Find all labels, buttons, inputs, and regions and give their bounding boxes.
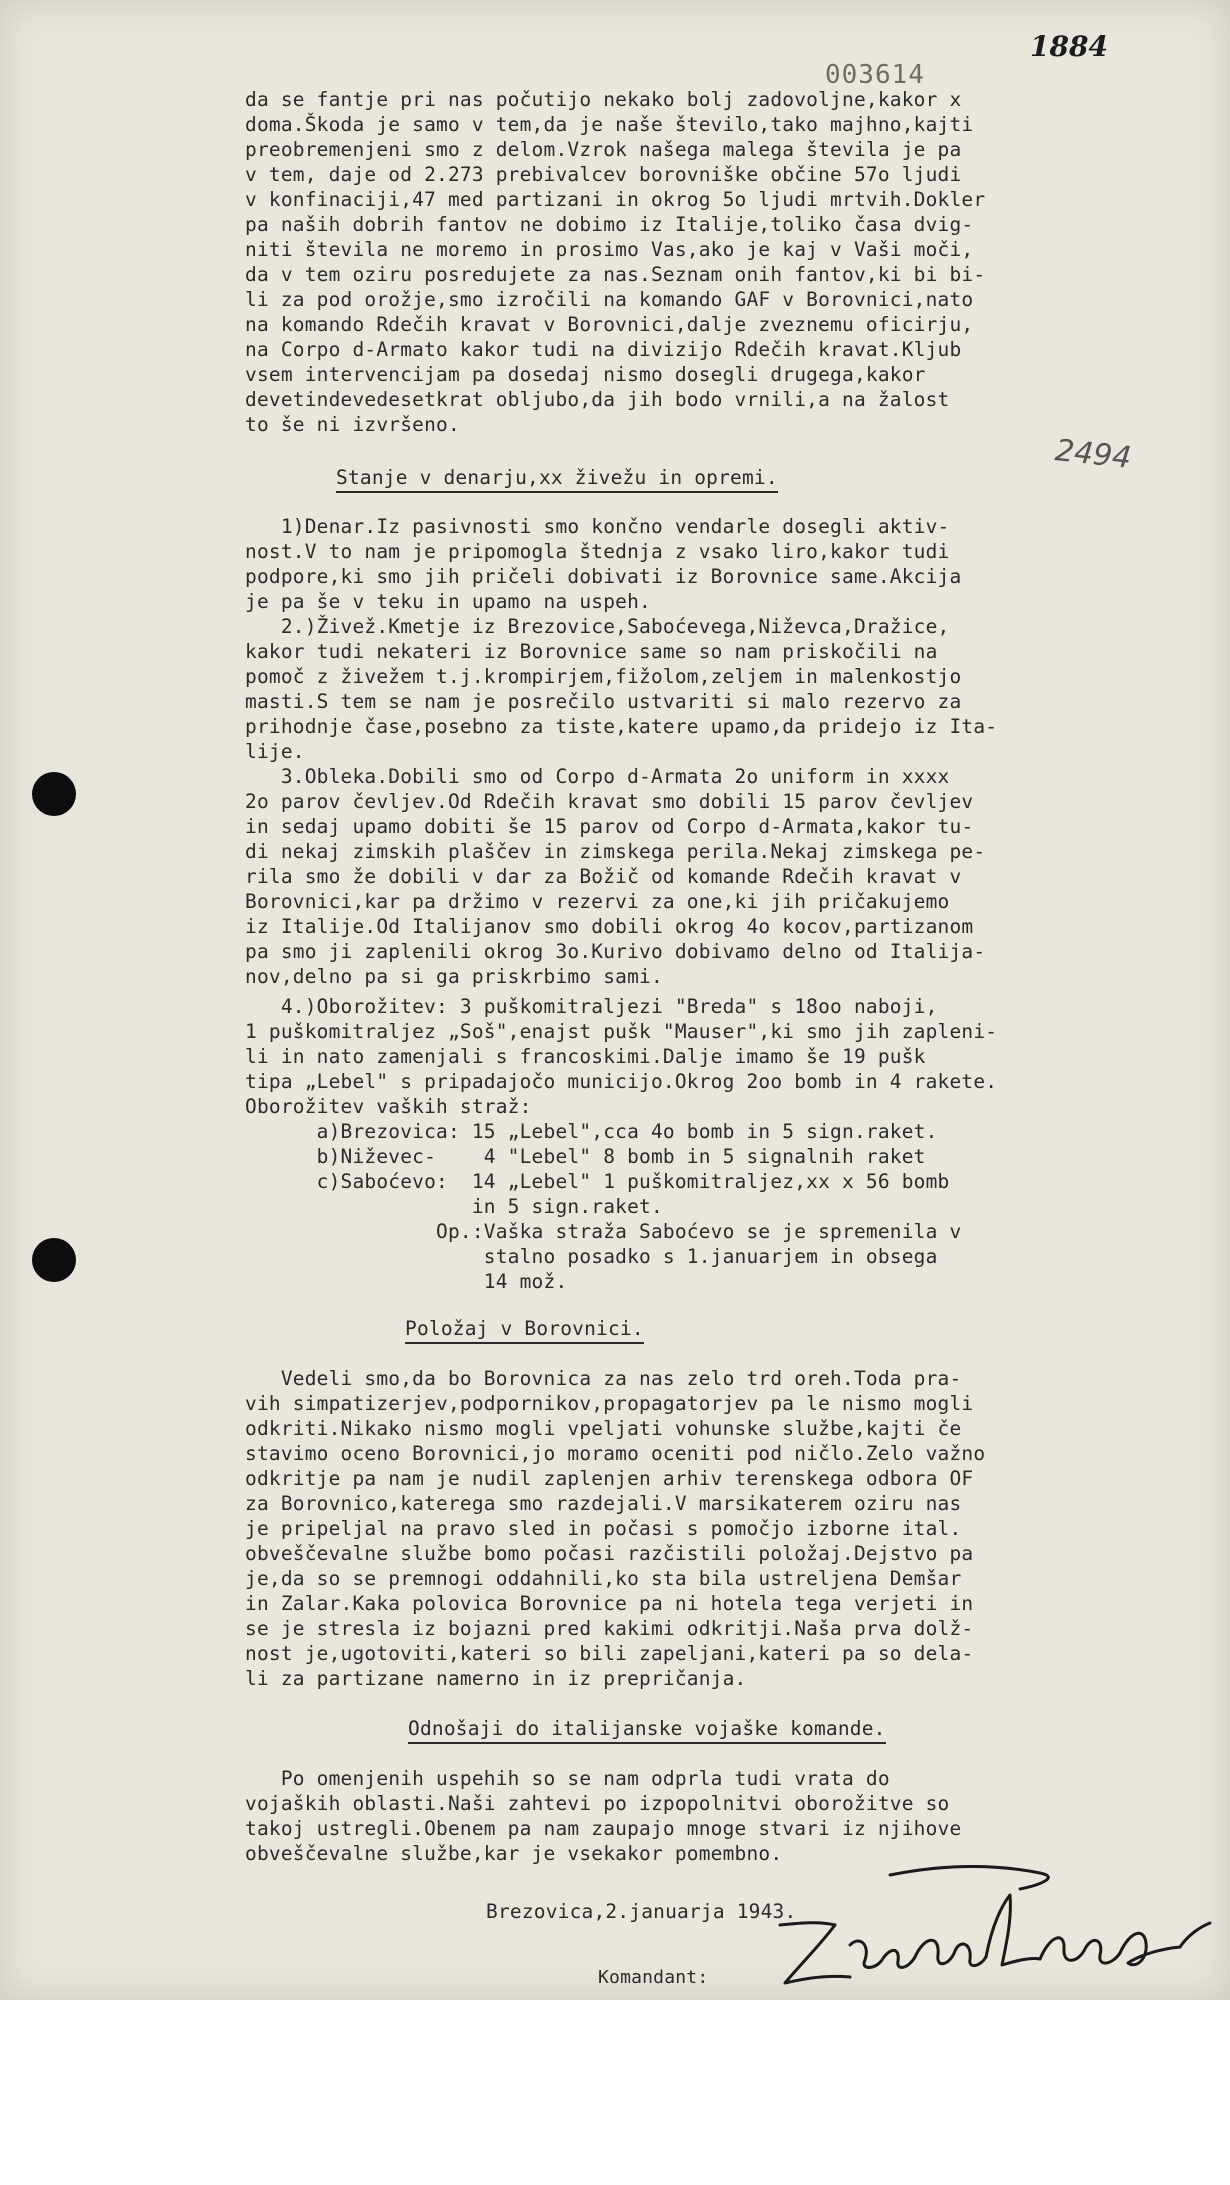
- text-line: podpore,ki smo jih pričeli dobivati iz Borovnice same.Akcija: [245, 565, 962, 588]
- text-line: Po omenjenih uspehih so se nam odprla tudi vrata do: [245, 1767, 890, 1790]
- text-line: v tem, daje od 2.273 prebivalcev borovniške občine 57o ljudi: [245, 163, 962, 186]
- text-line: 1 puškomitraljez „Soš",enajst pušk "Mauser",ki smo jih zapleni-: [245, 1020, 998, 1043]
- text-line: rila smo že dobili v dar za Božič od komande Rdečih kravat v: [245, 865, 962, 888]
- text-line: devetindevedesetkrat obljubo,da jih bodo vrnili,a na žalost: [245, 388, 950, 411]
- date-line: Brezovica,2.januarja 1943.: [486, 1900, 797, 1923]
- text-line: 2o parov čevljev.Od Rdečih kravat smo dobili 15 parov čevljev: [245, 790, 974, 813]
- text-line: na komando Rdečih kravat v Borovnici,dalje zveznemu oficirju,: [245, 313, 974, 336]
- text-line: odkritje pa nam je nudil zaplenjen arhiv terenskega odbora OF: [245, 1467, 974, 1490]
- pencil-annotation-number: 2494: [1053, 433, 1133, 476]
- text-line: in sedaj upamo dobiti še 15 parov od Corpo d-Armata,kakor tu-: [245, 815, 974, 838]
- text-line: obveščevalne službe bomo počasi razčistili položaj.Dejstvo pa: [245, 1542, 974, 1565]
- text-line: 14 mož.: [245, 1270, 568, 1293]
- text-line: je pa še v teku in upamo na uspeh.: [245, 590, 651, 613]
- archive-stamp-number: 003614: [825, 60, 925, 90]
- text-line: lije.: [245, 740, 305, 763]
- signature-label: Komandant:: [598, 1967, 709, 1988]
- text-line: preobremenjeni smo z delom.Vzrok našega malega števila je pa: [245, 138, 962, 161]
- text-line: a)Brezovica: 15 „Lebel",cca 4o bomb in 5 sign.raket.: [245, 1120, 938, 1143]
- text-line: stalno posadko s 1.januarjem in obsega: [245, 1245, 938, 1268]
- text-line: takoj ustregli.Obenem pa nam zaupajo mnoge stvari iz njihove: [245, 1817, 962, 1840]
- text-line: 3.Obleka.Dobili smo od Corpo d-Armata 2o uniform in xxxx: [245, 765, 950, 788]
- text-line: c)Saboćevo: 14 „Lebel" 1 puškomitraljez,xx x 56 bomb: [245, 1170, 950, 1193]
- text-line: in 5 sign.raket.: [245, 1195, 663, 1218]
- text-line: je pripeljal na pravo sled in počasi s pomočjo izborne ital.: [245, 1517, 962, 1540]
- text-line: da v tem oziru posredujete za nas.Seznam onih fantov,ki bi bi-: [245, 263, 986, 286]
- text-line: 2.)Živež.Kmetje iz Brezovice,Saboćevega,Niževca,Dražice,: [245, 615, 950, 638]
- text-line: Borovnici,kar pa držimo v rezervi za one,ki jih pričakujemo: [245, 890, 950, 913]
- text-line: li za partizane namerno in iz prepričanja.: [245, 1667, 747, 1690]
- text-line: iz Italije.Od Italijanov smo dobili okrog 4o kocov,partizanom: [245, 915, 974, 938]
- text-line: vih simpatizerjev,podpornikov,propagatorjev pa le nismo mogli: [245, 1392, 974, 1415]
- text-line: da se fantje pri nas počutijo nekako bolj zadovoljne,kakor x: [245, 88, 962, 111]
- text-line: to še ni izvršeno.: [245, 413, 460, 436]
- text-line: masti.S tem se nam je posrečilo ustvariti si malo rezervo za: [245, 690, 962, 713]
- text-line: li za pod orožje,smo izročili na komando GAF v Borovnici,nato: [245, 288, 974, 311]
- text-line: odkriti.Nikako nismo mogli vpeljati vohunske službe,kajti če: [245, 1417, 962, 1440]
- section-heading-borovnica: Položaj v Borovnici.: [405, 1317, 644, 1344]
- text-line: di nekaj zimskih plaščev in zimskega perila.Nekaj zimskega pe-: [245, 840, 986, 863]
- text-line: kakor tudi nekateri iz Borovnice same so nam priskočili na: [245, 640, 938, 663]
- text-line: pomoč z živežem t.j.krompirjem,fižolom,zeljem in malenkostjo: [245, 665, 962, 688]
- text-line: je,da so se premnogi oddahnili,ko sta bila ustreljena Demšar: [245, 1567, 962, 1590]
- section-heading-finances: Stanje v denarju,xx živežu in opremi.: [336, 466, 778, 493]
- section-heading-italian-command: Odnošaji do italijanske vojaške komande.: [408, 1717, 886, 1744]
- text-line: Op.:Vaška straža Saboćevo se je spremenila v: [245, 1220, 962, 1243]
- text-line: pa naših dobrih fantov ne dobimo iz Italije,toliko časa dvig-: [245, 213, 974, 236]
- text-line: vsem intervencijam pa dosedaj nismo dosegli drugega,kakor: [245, 363, 926, 386]
- text-line: obveščevalne službe,kar je vsekakor pomembno.: [245, 1842, 783, 1865]
- text-line: 4.)Oborožitev: 3 puškomitraljezi "Breda" s 18oo naboji,: [245, 995, 938, 1018]
- text-line: Vedeli smo,da bo Borovnica za nas zelo trd oreh.Toda pra-: [245, 1367, 962, 1390]
- text-line: 1)Denar.Iz pasivnosti smo končno vendarle dosegli aktiv-: [245, 515, 950, 538]
- text-line: na Corpo d-Armato kakor tudi na divizijo Rdečih kravat.Kljub: [245, 338, 962, 361]
- text-line: li in nato zamenjali s francoskimi.Dalje imamo še 19 pušk: [245, 1045, 926, 1068]
- text-line: prihodnje čase,posebno za tiste,katere upamo,da pridejo iz Ita-: [245, 715, 998, 738]
- text-line: vojaških oblasti.Naši zahtevi po izpopolnitvi oborožitve so: [245, 1792, 950, 1815]
- handwritten-page-number: 1884: [1030, 30, 1108, 63]
- intro-paragraph: [0, 88, 986, 460]
- text-line: nost je,ugotoviti,kateri so bili zapeljani,kateri pa so dela-: [245, 1642, 974, 1665]
- text-line: nov,delno pa si ga priskrbimo sami.: [245, 965, 663, 988]
- text-line: nost.V to nam je pripomogla štednja z vsako liro,kakor tudi: [245, 540, 950, 563]
- text-line: doma.Škoda je samo v tem,da je naše število,tako majhno,kajti: [245, 113, 974, 136]
- text-line: in Zalar.Kaka polovica Borovnice pa ni hotela tega verjeti in: [245, 1592, 974, 1615]
- text-line: b)Niževec- 4 "Lebel" 8 bomb in 5 signalnih raket: [245, 1145, 926, 1168]
- text-line: v konfinaciji,47 med partizani in okrog 5o ljudi mrtvih.Dokler: [245, 188, 986, 211]
- text-line: tipa „Lebel" s pripadajočo municijo.Okrog 2oo bomb in 4 rakete.: [245, 1070, 998, 1093]
- text-line: za Borovnico,katerega smo razdejali.V marsikaterem oziru nas: [245, 1492, 962, 1515]
- text-line: stavimo oceno Borovnici,jo moramo oceniti pod ničlo.Zelo važno: [245, 1442, 986, 1465]
- text-line: se je stresla iz bojazni pred kakimi odkritji.Naša prva dolž-: [245, 1617, 974, 1640]
- text-line: Oborožitev vaških straž:: [245, 1095, 532, 1118]
- text-line: niti števila ne moremo in prosimo Vas,ako je kaj v Vaši moči,: [245, 238, 974, 261]
- handwritten-signature: [740, 1865, 1220, 1995]
- text-line: pa smo ji zaplenili okrog 3o.Kurivo dobivamo delno od Italija-: [245, 940, 986, 963]
